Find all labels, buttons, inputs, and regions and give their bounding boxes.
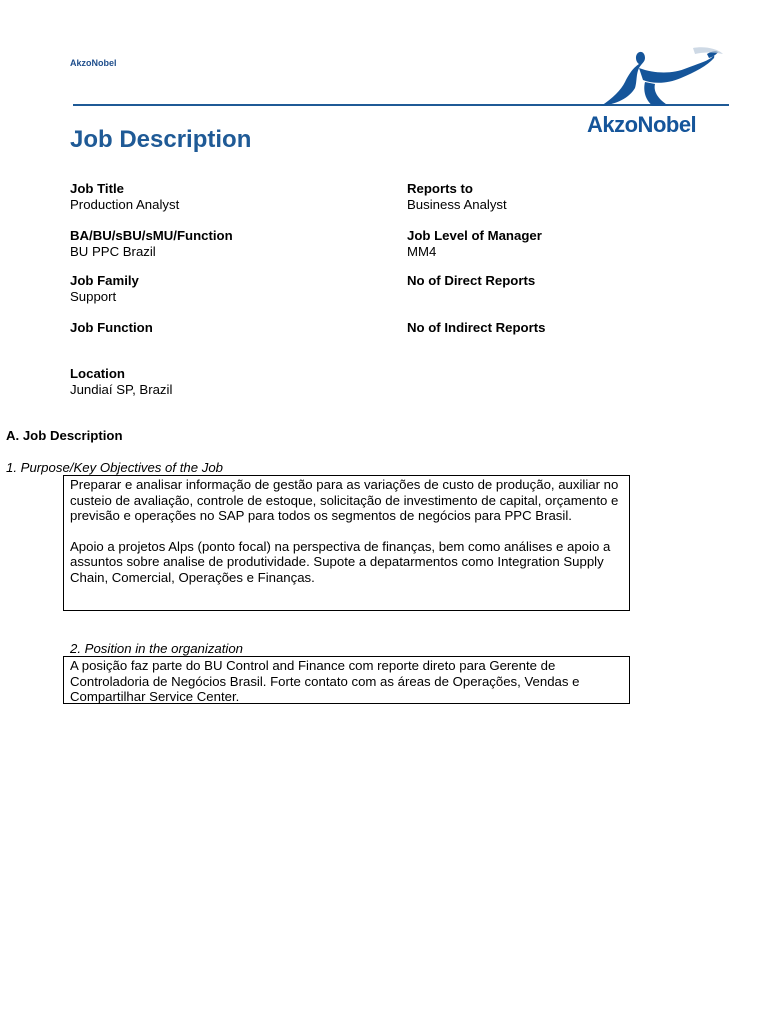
field-label: Location — [70, 366, 125, 381]
field-value: Support — [70, 288, 117, 304]
field-label: No of Indirect Reports — [407, 320, 546, 335]
purpose-paragraph: Apoio a projetos Alps (ponto focal) na perspectiva de finanças, bem como análises e apoio a assuntos sobre analise de produtividade. Supote a depatarmentos como Integration Supply Chain, Comercial, Operações e Finanças. — [70, 538, 611, 585]
akzonobel-logo — [573, 44, 743, 144]
field-ba-bu — [70, 228, 233, 259]
brand-name-small: AkzoNobel — [70, 58, 117, 68]
field-job-level-manager — [407, 228, 542, 259]
field-value: Business Analyst — [407, 196, 507, 212]
field-value: MM4 — [407, 243, 437, 259]
field-value: Production Analyst — [70, 196, 180, 212]
field-job-title — [70, 181, 179, 212]
position-text — [70, 658, 623, 705]
position-heading: 2. Position in the organization — [70, 641, 244, 656]
purpose-heading: 1. Purpose/Key Objectives of the Job — [6, 460, 223, 475]
field-direct-reports — [407, 273, 535, 289]
position-box — [63, 656, 630, 704]
field-value: Jundiaí SP, Brazil — [70, 381, 173, 397]
field-label: Job Level of Manager — [407, 228, 542, 243]
field-indirect-reports — [407, 320, 545, 336]
page-title: Job Description — [70, 126, 252, 153]
field-label: BA/BU/sBU/sMU/Function — [70, 228, 233, 243]
position-highlight: BU Control and Finance — [204, 658, 345, 673]
field-job-family — [70, 273, 139, 304]
field-job-function — [70, 320, 153, 336]
field-label: Job Function — [70, 320, 153, 335]
field-label: No of Direct Reports — [407, 273, 536, 288]
field-label: Job Title — [70, 181, 124, 196]
field-label: Job Family — [70, 273, 139, 288]
position-text-end: com reporte direto para Gerente de Controladoria de Negócios Brasil. Forte contato com as áreas de Operações, Vendas e Compartilhar Service Center. — [70, 658, 580, 705]
figure-icon — [573, 44, 743, 114]
purpose-box — [63, 475, 630, 611]
field-reports-to — [407, 181, 507, 212]
field-location — [70, 366, 172, 397]
position-text-start: A posição faz parte do — [70, 658, 205, 673]
purpose-paragraph: Preparar e analisar informação de gestão para as variações de custo de produção, auxiliar no custeio de avaliação, controle de estoque, solicitação de investimento de capital, orçamento e previsão e operações no SAP para todos os segmentos de negócios para PPC Brasil. — [70, 477, 619, 524]
field-value: BU PPC Brazil — [70, 243, 156, 259]
field-label: Reports to — [407, 181, 473, 196]
logo-wordmark: AkzoNobel — [587, 112, 697, 137]
section-heading: A. Job Description — [6, 428, 123, 443]
